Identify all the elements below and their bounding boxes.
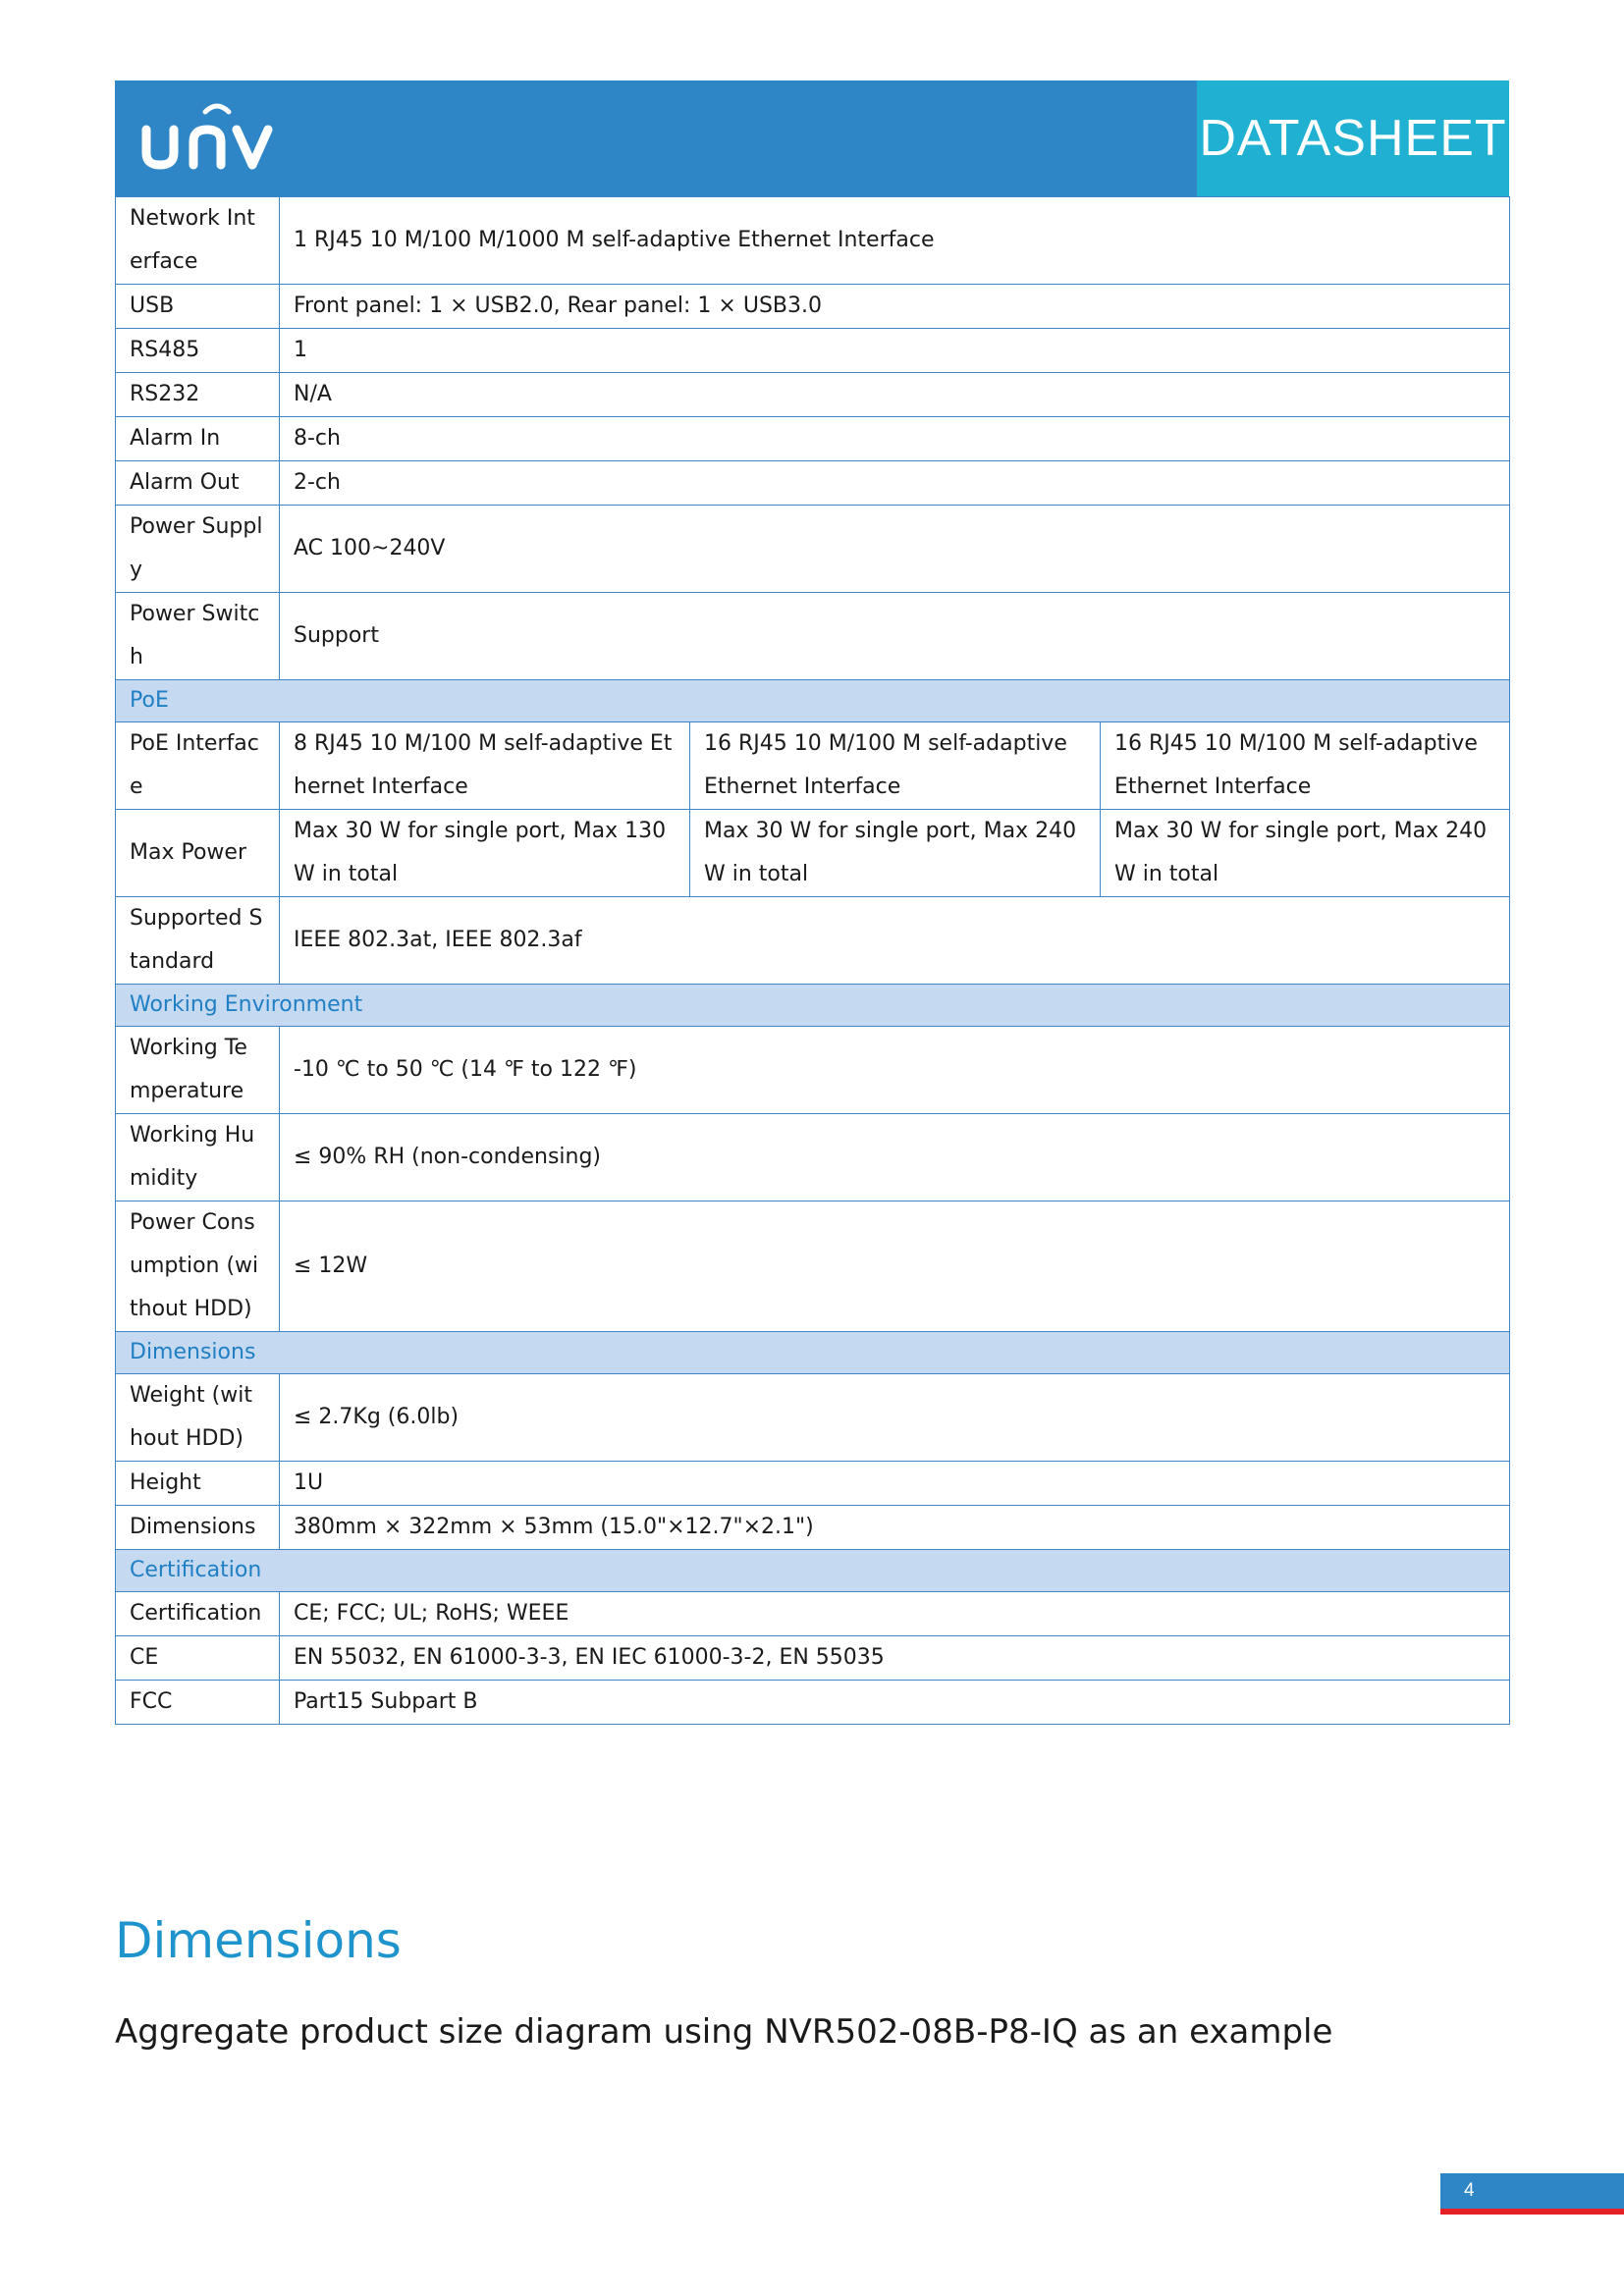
row-label: Dimensions — [116, 1506, 280, 1550]
row-value: Front panel: 1 × USB2.0, Rear panel: 1 × USB3.0 — [280, 285, 1510, 329]
table-row — [116, 329, 1510, 373]
table-row — [116, 1374, 1510, 1462]
table-row — [116, 1201, 1510, 1332]
row-value: AC 100~240V — [280, 506, 1510, 593]
table-row — [116, 1462, 1510, 1506]
row-label: Working Humidity — [116, 1114, 280, 1201]
page-number: 4 — [1440, 2173, 1624, 2209]
row-value: 380mm × 322mm × 53mm (15.0"×12.7"×2.1") — [280, 1506, 1510, 1550]
table-row — [116, 1506, 1510, 1550]
row-value: Support — [280, 593, 1510, 680]
row-label: CE — [116, 1636, 280, 1681]
table-row — [116, 593, 1510, 680]
row-value: -10 ℃ to 50 ℃ (14 ℉ to 122 ℉) — [280, 1027, 1510, 1114]
section-row-poe — [116, 680, 1510, 722]
row-value: Max 30 W for single port, Max 240 W in total — [690, 810, 1101, 897]
unv-logo — [138, 98, 286, 177]
row-value: 1U — [280, 1462, 1510, 1506]
section-row-certification — [116, 1550, 1510, 1592]
row-value: 8-ch — [280, 417, 1510, 461]
row-label: RS232 — [116, 373, 280, 417]
table-row — [116, 417, 1510, 461]
row-value: 2-ch — [280, 461, 1510, 506]
row-value: 1 — [280, 329, 1510, 373]
row-label: Certification — [116, 1592, 280, 1636]
table-row — [116, 197, 1510, 285]
table-row — [116, 1027, 1510, 1114]
row-label: Height — [116, 1462, 280, 1506]
table-row — [116, 506, 1510, 593]
table-row — [116, 285, 1510, 329]
table-row — [116, 1592, 1510, 1636]
row-value: N/A — [280, 373, 1510, 417]
row-label: FCC — [116, 1681, 280, 1725]
row-label: Max Power — [116, 810, 280, 897]
row-value: ≤ 90% RH (non-condensing) — [280, 1114, 1510, 1201]
row-label: Supported Standard — [116, 897, 280, 985]
section-row-environment — [116, 985, 1510, 1027]
row-value: 8 RJ45 10 M/100 M self-adaptive Ethernet Interface — [280, 722, 690, 810]
table-row — [116, 1114, 1510, 1201]
table-row — [116, 1636, 1510, 1681]
row-value: ≤ 12W — [280, 1201, 1510, 1332]
section-subtitle: Aggregate product size diagram using NVR502-08B-P8-IQ as an example — [115, 2012, 1333, 2052]
header-bar — [115, 80, 1509, 196]
row-value: 1 RJ45 10 M/100 M/1000 M self-adaptive Ethernet Interface — [280, 197, 1510, 285]
section-title: Dimensions — [115, 1912, 402, 1969]
table-row — [116, 722, 1510, 810]
row-value: 16 RJ45 10 M/100 M self-adaptive Ethernet Interface — [690, 722, 1101, 810]
row-label: Power Switch — [116, 593, 280, 680]
table-row — [116, 810, 1510, 897]
table-row — [116, 1681, 1510, 1725]
row-label: Network Interface — [116, 197, 280, 285]
row-label: Power Consumption (without HDD) — [116, 1201, 280, 1332]
section-heading: Certification — [116, 1550, 1510, 1592]
section-row-dimensions — [116, 1332, 1510, 1374]
row-label: Alarm In — [116, 417, 280, 461]
row-value: Part15 Subpart B — [280, 1681, 1510, 1725]
footer-accent-bar — [1440, 2209, 1624, 2215]
datasheet-badge: DATASHEET — [1197, 80, 1509, 196]
row-value: 16 RJ45 10 M/100 M self-adaptive Ethernet Interface — [1101, 722, 1510, 810]
row-label: PoE Interface — [116, 722, 280, 810]
table-row — [116, 461, 1510, 506]
table-row — [116, 373, 1510, 417]
row-value: CE; FCC; UL; RoHS; WEEE — [280, 1592, 1510, 1636]
row-label: Alarm Out — [116, 461, 280, 506]
table-row — [116, 897, 1510, 985]
row-value: IEEE 802.3at, IEEE 802.3af — [280, 897, 1510, 985]
section-heading: PoE — [116, 680, 1510, 722]
row-value: Max 30 W for single port, Max 130 W in total — [280, 810, 690, 897]
row-label: Power Supply — [116, 506, 280, 593]
spec-table — [115, 196, 1510, 1725]
row-value: EN 55032, EN 61000-3-3, EN IEC 61000-3-2, EN 55035 — [280, 1636, 1510, 1681]
row-value: Max 30 W for single port, Max 240 W in total — [1101, 810, 1510, 897]
row-label: Working Temperature — [116, 1027, 280, 1114]
row-label: USB — [116, 285, 280, 329]
section-heading: Dimensions — [116, 1332, 1510, 1374]
row-label: RS485 — [116, 329, 280, 373]
row-label: Weight (without HDD) — [116, 1374, 280, 1462]
section-heading: Working Environment — [116, 985, 1510, 1027]
row-value: ≤ 2.7Kg (6.0lb) — [280, 1374, 1510, 1462]
